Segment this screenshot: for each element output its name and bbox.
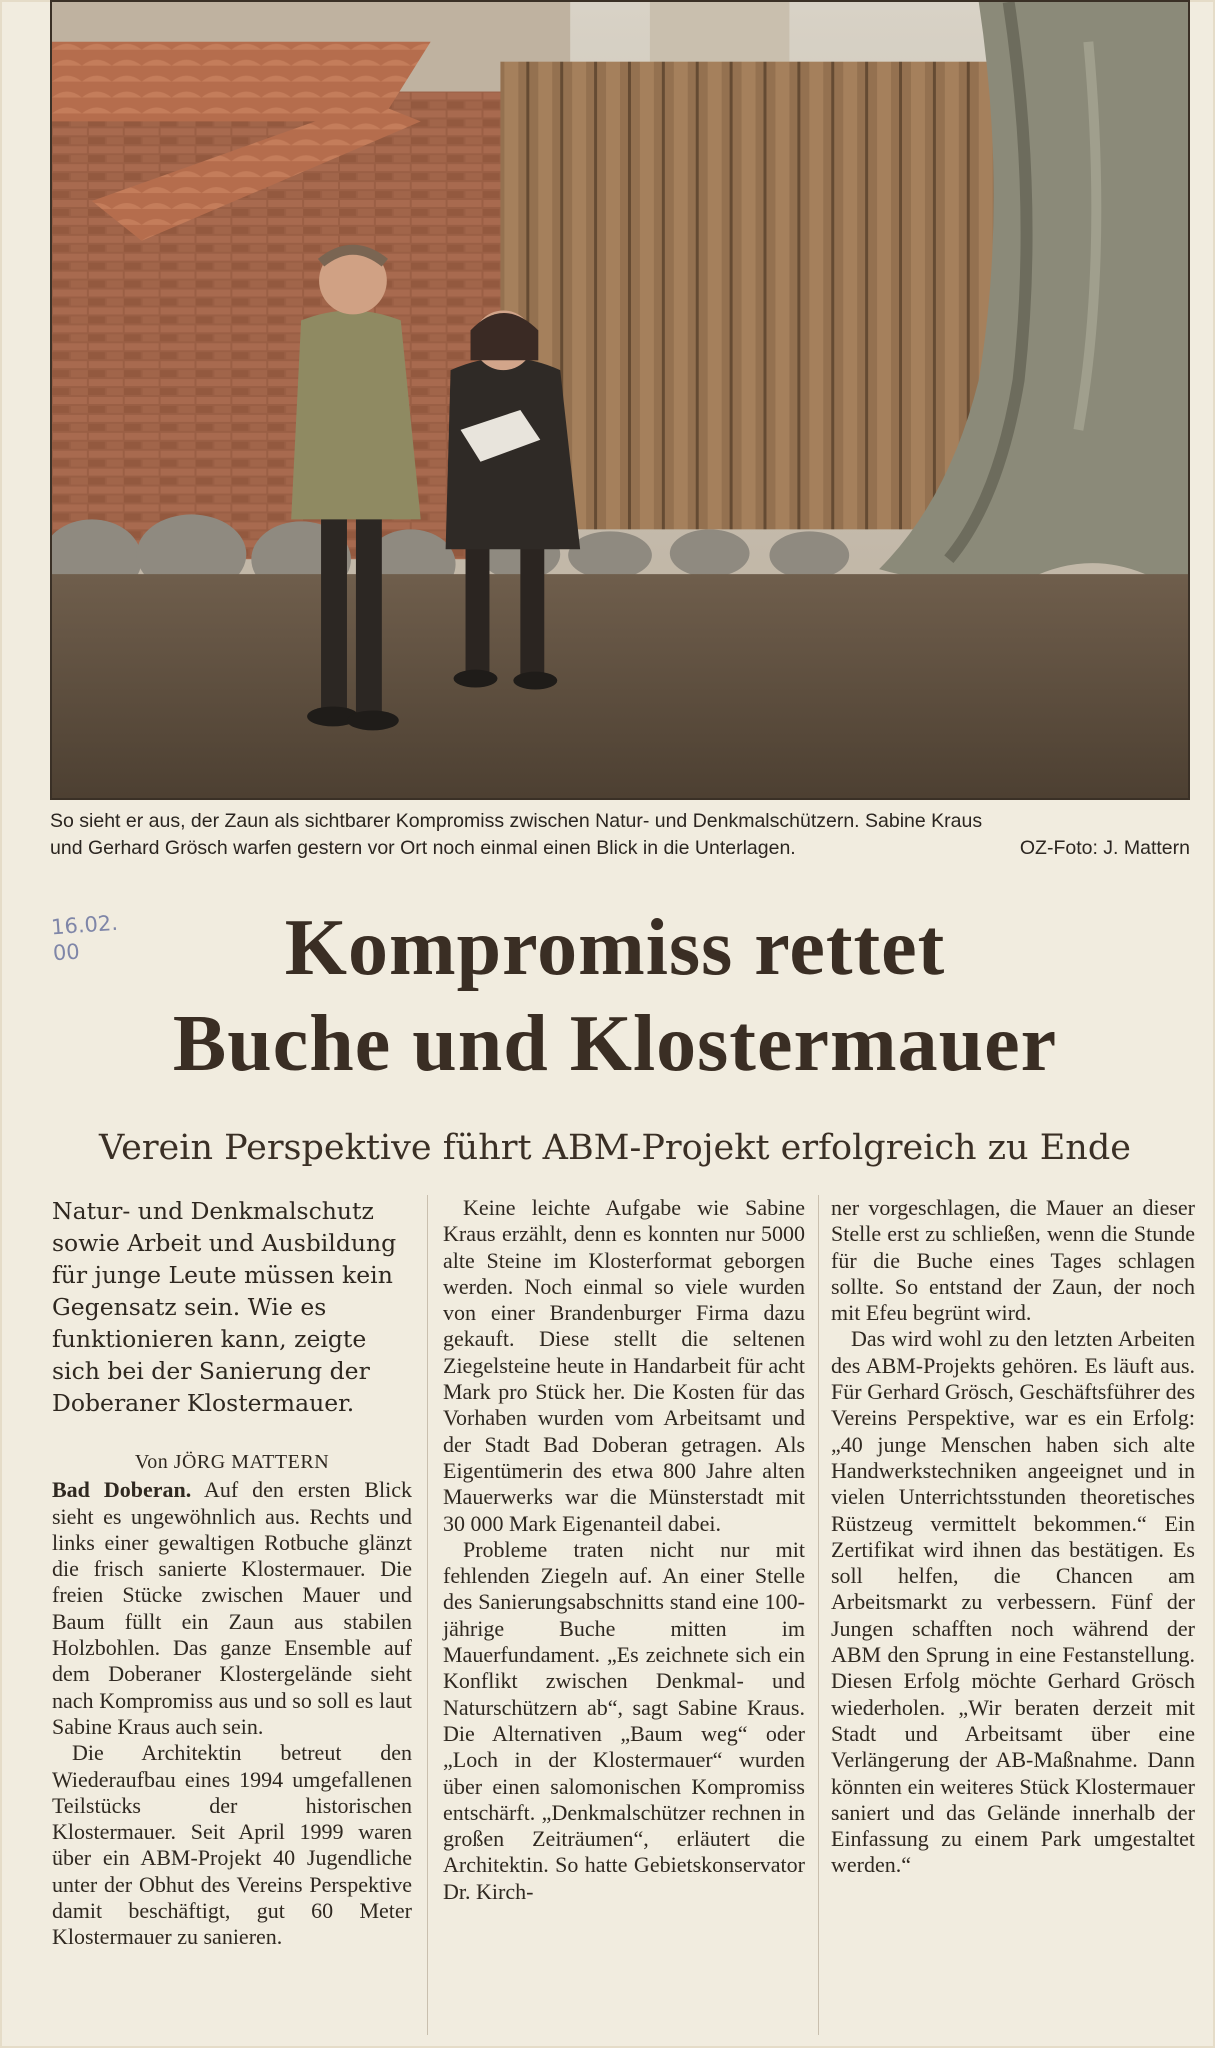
handwritten-date-year: 00 xyxy=(52,939,81,966)
photo-credit: OZ-Foto: J. Mattern xyxy=(1019,837,1190,859)
paragraph: Keine leichte Aufgabe wie Sabine Kraus erzählt, denn es konnten nur 5000 alte Steine im Klosterformat geborgen werden. Noch einmal so viele wurden von einer Brandenburger Firma dazu gekauft. Diese stellt die seltenen Ziegelsteine heute in Handarbeit für acht Mark pro Stück her. Die Kosten für das Vorhaben wurden vom Arbeitsamt und der Stadt Bad Doberan getragen. Als Eigentümerin des etwa 800 Jahre alten Mauerwerks war die Münsterstadt mit 30 000 Mark Eigenanteil dabei. xyxy=(443,1195,805,1536)
headline-line-1: Kompromiss rettet xyxy=(284,904,946,992)
handwritten-date-day: 16.02. xyxy=(50,910,119,940)
column-divider xyxy=(818,1195,819,2035)
headline xyxy=(40,900,1190,1092)
paragraph-text: Auf den ersten Blick sieht es ungewöhnlich aus. Rechts und links einer gewaltigen Rotbuche glänzt die frisch sanierte Klostermauer. Die freien Stücke zwischen Mauer und Baum füllt ein Zaun aus stabilen Holzbohlen. Das ganze Ensemble auf dem Doberaner Klostergelände sieht nach Kompromiss aus und so soll es laut Sabine Kraus auch sein. xyxy=(52,1477,412,1739)
byline: Von JÖRG MATTERN xyxy=(134,1451,330,1473)
photo-caption xyxy=(50,808,1190,884)
caption-line-2 xyxy=(50,835,1190,862)
caption-line-1: So sieht er aus, der Zaun als sichtbarer Kompromiss zwischen Natur- und Denkmalschützern. Sabine Kraus xyxy=(50,810,983,832)
article-lead: Natur- und Denkmalschutz sowie Arbeit und Ausbildung für junge Leute müssen kein Gegensatz sein. Wie es funktionieren kann, zeigte sich bei der Sanierung der Doberaner Klostermauer. xyxy=(52,1197,397,1417)
paragraph: ner vorgeschlagen, die Mauer an dieser Stelle erst zu schließen, wenn die Stunde für die Buche eines Tages schlagen sollte. So entstand der Zaun, der noch mit Efeu begrünt wird. xyxy=(831,1195,1195,1326)
paragraph: Probleme traten nicht nur mit fehlenden Ziegeln auf. An einer Stelle des Sanierungsabschnitts stand eine 100-jährige Buche mitten im Mauerfundament. „Es zeichnete sich ein Konflikt zwischen Denkmal- und Naturschützern ab“, sagt Sabine Kraus. Die Alternativen „Baum weg“ oder „Loch in der Klostermauer“ wurden über einen salomonischen Kompromiss entschärft. „Denkmalschützer rechnen in großen Zeiträumen“, erläutert die Architektin. So hatte Gebietskonservator Dr. Kirch- xyxy=(443,1536,805,1904)
photo-image xyxy=(52,2,1188,798)
paragraph: Das wird wohl zu den letzten Arbeiten des ABM-Projekts gehören. Es läuft aus. Für Gerhard Grösch, Geschäftsführer des Vereins Perspektive, war es ein Erfolg: „40 junge Menschen haben sich alte Handwerkstechniken angeeignet und in vielen Unterrichtsstunden theoretisches Rüstzeug vermittelt bekommen.“ Ein Zertifikat wird ihnen das bestätigen. Es soll helfen, die Chancen am Arbeitsmarkt zu verbessern. Fünf der Jungen schafften noch während der ABM den Sprung in eine Festanstellung. Diesen Erfolg möchte Gerhard Grösch wiederholen. „Wir beraten derzeit mit Stadt und Arbeitsamt über eine Verlängerung der AB-Maßnahme. Dann könnten ein weiteres Stück Klostermauer saniert und das Gelände innerhalb der Einfassung zu einem Park umgestaltet werden.“ xyxy=(831,1326,1195,1878)
caption-text-2: und Gerhard Grösch warfen gestern vor Ort noch einmal einen Blick in die Unterlagen. xyxy=(50,837,796,859)
column-divider xyxy=(427,1195,428,2035)
subheadline: Verein Perspektive führt ABM-Projekt erfolgreich zu Ende xyxy=(99,1128,1131,1168)
news-photo xyxy=(50,0,1190,800)
headline-line-2: Buche und Klostermauer xyxy=(172,1000,1058,1088)
paragraph xyxy=(52,1477,412,1740)
article-column-3 xyxy=(831,1195,1195,1879)
paragraph: Die Architektin betreut den Wiederaufbau eines 1994 umgefallenen Teilstücks der historischen Klostermauer. Seit April 1999 waren über ein ABM-Projekt 40 Jugendliche unter der Obhut des Vereins Perspektive damit beschäftigt, gut 60 Meter Klostermauer zu sanieren. xyxy=(52,1740,412,1950)
article-column-1 xyxy=(52,1195,412,1951)
article-column-2 xyxy=(443,1195,805,1905)
place-name: Bad Doberan. xyxy=(52,1477,192,1503)
